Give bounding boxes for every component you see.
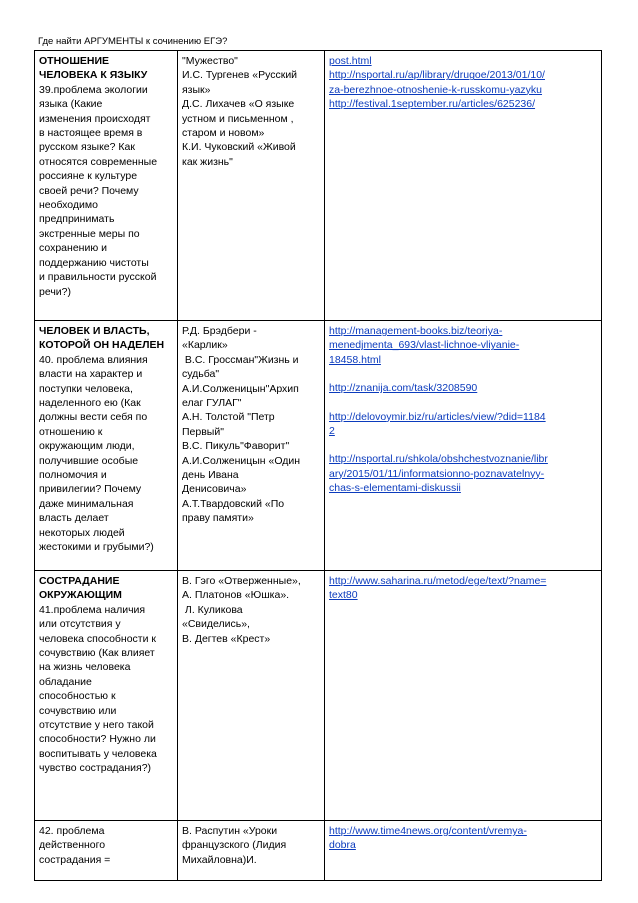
table-row — [35, 821, 602, 881]
problem-text: чувство сострадания?) — [39, 762, 152, 775]
literary-work: А.И.Солженицын «Один — [182, 454, 301, 467]
literary-work: устном и письменном , — [182, 112, 294, 125]
problem-text: поступки человека, — [39, 382, 133, 395]
problem-text: речи?) — [39, 285, 72, 298]
topic-cell — [35, 51, 178, 321]
problem-text: обладание — [39, 675, 92, 688]
topic-cell — [35, 571, 178, 821]
reference-link[interactable] — [329, 824, 597, 853]
problem-text: способности? Нужно ли — [39, 733, 156, 746]
reference-link-line[interactable]: chas-s-elementami-diskussii — [329, 482, 461, 495]
literary-work: А.Н. Толстой "Петр — [182, 411, 275, 424]
topic-heading: СОСТРАДАНИЕ — [39, 575, 120, 587]
literary-work: французского (Лидия — [182, 839, 287, 852]
table-row — [35, 321, 602, 571]
reference-link-line[interactable]: http://nsportal.ru/shkola/obshchestvoznanie/libr — [329, 453, 548, 466]
problem-text: и правильности русской — [39, 271, 157, 284]
reference-link-line[interactable]: http://festival.1september.ru/articles/625236/ — [329, 98, 536, 111]
literary-work: И.С. Тургенев «Русский — [182, 69, 298, 82]
reference-link[interactable] — [329, 54, 597, 68]
problem-text: власти на характер и — [39, 368, 143, 381]
problem-text: должны вести себя по — [39, 411, 148, 424]
links-cell — [325, 821, 602, 881]
works-cell — [178, 321, 325, 571]
link-spacer — [329, 396, 597, 410]
literary-work: А. Платонов «Юшка». — [182, 589, 290, 602]
literary-work: В. Дегтев «Крест» — [182, 632, 271, 645]
topic-heading: ОТНОШЕНИЕ — [39, 55, 110, 67]
topic-heading: ОКРУЖАЮЩИМ — [39, 589, 122, 602]
reference-link[interactable] — [329, 381, 597, 395]
links-cell — [325, 51, 602, 321]
problem-text: россияне к культуре — [39, 170, 138, 183]
problem-text: 40. проблема влияния — [39, 353, 148, 366]
works-cell — [178, 821, 325, 881]
problem-text: получившие особые — [39, 454, 139, 467]
reference-link-line[interactable]: ary/2015/01/11/informatsionno-poznavatelnyy- — [329, 467, 545, 480]
problem-text: или отсутствия у — [39, 618, 121, 631]
table-row — [35, 571, 602, 821]
problem-text: на жизнь человека — [39, 661, 131, 674]
problem-text: отсутствие у него такой — [39, 719, 154, 732]
problem-text: сохранению и — [39, 242, 107, 255]
literary-work: А.Т.Твардовский «По — [182, 497, 285, 510]
literary-work: язык» — [182, 83, 211, 96]
problem-text: сочувствию или — [39, 704, 117, 717]
literary-work: А.И.Солженицын"Архип — [182, 382, 299, 395]
reference-link[interactable] — [329, 97, 597, 111]
literary-work: В. Гэго «Отверженные», — [182, 575, 301, 587]
reference-link-line[interactable]: za-berezhnoe-otnoshenie-k-russkomu-yazyku — [329, 83, 543, 96]
problem-text: необходимо — [39, 199, 98, 212]
link-spacer — [329, 438, 597, 452]
reference-link-line[interactable]: dobra — [329, 839, 356, 852]
literary-work: судьба" — [182, 368, 220, 381]
problem-text: полномочия и — [39, 469, 107, 482]
table-row — [35, 51, 602, 321]
reference-link-line[interactable]: menedjmenta_693/vlast-lichnoe-vliyanie- — [329, 339, 520, 352]
literary-work: Д.С. Лихачев «О языке — [182, 98, 295, 111]
problem-text: сострадания = — [39, 853, 111, 866]
problem-text: окружающим люди, — [39, 440, 135, 453]
problem-text: жестокими и грубыми?) — [39, 541, 154, 554]
literary-work: елаг ГУЛАГ" — [182, 397, 242, 410]
problem-text: изменения происходят — [39, 112, 151, 125]
reference-link[interactable] — [329, 452, 597, 495]
problem-text: предпринимать — [39, 213, 115, 226]
literary-work: "Мужество" — [182, 55, 238, 67]
literary-work: Денисовича» — [182, 483, 247, 496]
links-cell — [325, 571, 602, 821]
literary-work: В.С. Гроссман"Жизнь и — [182, 353, 299, 366]
problem-text: экстренные меры по — [39, 227, 140, 240]
problem-text: способностью к — [39, 690, 116, 703]
reference-link[interactable] — [329, 68, 597, 97]
topic-heading: ЧЕЛОВЕК И ВЛАСТЬ, — [39, 325, 150, 337]
problem-text: 42. проблема — [39, 825, 105, 837]
problem-text: власть делает — [39, 512, 109, 525]
topic-cell — [35, 821, 178, 881]
literary-work: В. Распутин «Уроки — [182, 825, 278, 837]
problem-text: 41.проблема наличия — [39, 603, 146, 616]
problem-text: привилегии? Почему — [39, 483, 142, 496]
reference-link[interactable] — [329, 324, 597, 367]
problem-text: воспитывать у человека — [39, 747, 157, 760]
problem-text: поддержанию чистоты — [39, 256, 149, 269]
problem-text: отношению к — [39, 425, 103, 438]
literary-work: «Свиделись», — [182, 618, 250, 631]
problem-text: наделенного ею (Как — [39, 397, 141, 410]
reference-link-line[interactable]: http://delovoymir.biz/ru/articles/view/?did=1184 — [329, 410, 546, 423]
link-spacer — [329, 367, 597, 381]
topic-cell — [35, 321, 178, 571]
problem-text: языка (Какие — [39, 98, 103, 111]
problem-text: человека способности к — [39, 632, 156, 645]
problem-text: своей речи? Почему — [39, 184, 139, 197]
reference-link-line[interactable]: http://www.saharina.ru/metod/ege/text/?name= — [329, 575, 547, 587]
reference-link-line[interactable]: post.html — [329, 55, 372, 67]
reference-link-line[interactable]: http://znanija.com/task/3208590 — [329, 382, 478, 395]
literary-work: Р.Д. Брэдбери - — [182, 325, 257, 337]
problem-text: даже минимальная — [39, 497, 134, 510]
document-caption: Где найти АРГУМЕНТЫ к сочинению ЕГЭ? — [38, 36, 228, 47]
literary-work: К.И. Чуковский «Живой — [182, 141, 296, 154]
works-cell — [178, 51, 325, 321]
literary-work: Л. Куликова — [182, 603, 243, 616]
reference-link-line[interactable]: http://www.time4news.org/content/vremya- — [329, 825, 527, 837]
reference-link-line[interactable]: http://nsportal.ru/ap/library/drugoe/2013/01/10/ — [329, 69, 545, 82]
literary-work: день Ивана — [182, 469, 239, 482]
problem-text: сочувствию (Как влияет — [39, 647, 155, 660]
literary-work: Михайловна)И. — [182, 853, 257, 866]
reference-link-line[interactable]: http://management-books.biz/teoriya- — [329, 325, 503, 337]
reference-link[interactable] — [329, 410, 597, 439]
literary-work: праву памяти» — [182, 512, 254, 525]
problem-text: действенного — [39, 839, 106, 852]
reference-link-line[interactable]: 18458.html — [329, 353, 381, 366]
works-cell — [178, 571, 325, 821]
problem-text: в настоящее время в — [39, 127, 143, 140]
literary-work: Первый" — [182, 425, 224, 438]
topic-heading: ЧЕЛОВЕКА К ЯЗЫКУ — [39, 69, 148, 82]
arguments-table — [34, 50, 602, 881]
reference-link-line[interactable]: text80 — [329, 589, 358, 602]
links-cell — [325, 321, 602, 571]
problem-text: 39.проблема экологии — [39, 83, 148, 96]
literary-work: В.С. Пикуль"Фаворит" — [182, 440, 290, 453]
problem-text: относятся современные — [39, 155, 158, 168]
literary-work: «Карлик» — [182, 339, 228, 352]
topic-heading: КОТОРОЙ ОН НАДЕЛЕН — [39, 339, 165, 352]
problem-text: некоторых людей — [39, 526, 125, 539]
reference-link[interactable] — [329, 574, 597, 603]
literary-work: старом и новом» — [182, 127, 265, 140]
reference-link-line[interactable]: 2 — [329, 425, 335, 438]
problem-text: русском языке? Как — [39, 141, 135, 154]
literary-work: как жизнь" — [182, 155, 233, 168]
